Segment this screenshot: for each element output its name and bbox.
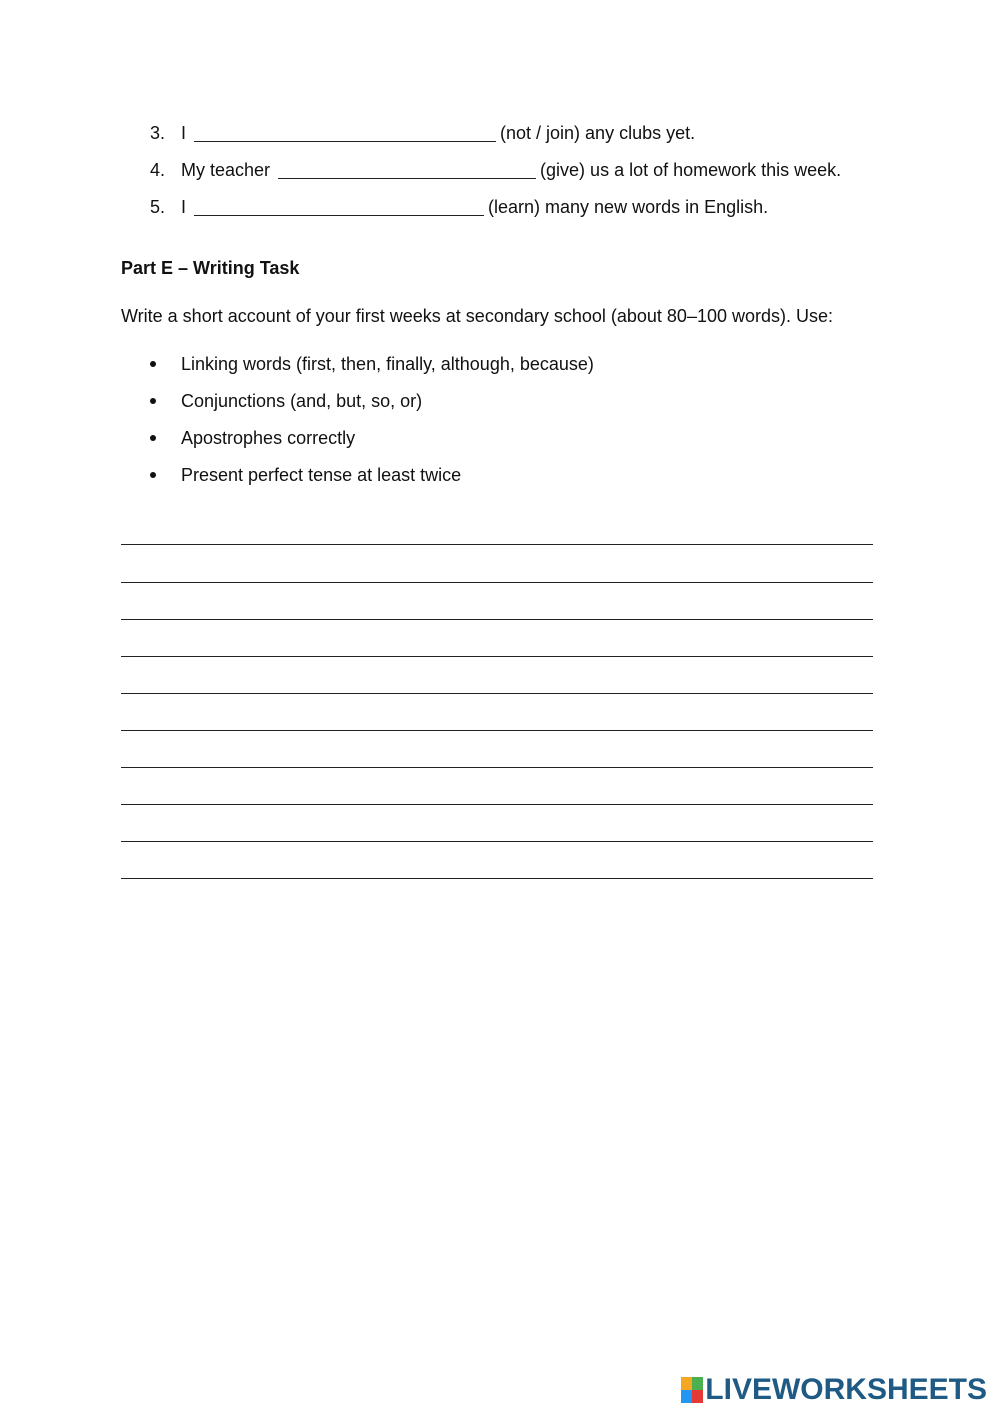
writing-line[interactable] <box>121 656 873 657</box>
bullet-item <box>150 388 422 414</box>
liveworksheets-logo <box>681 1373 987 1407</box>
bullet-item <box>150 462 461 488</box>
section-heading: Part E – Writing Task <box>121 258 300 278</box>
item-number: 4. <box>150 160 166 180</box>
answer-blank[interactable] <box>194 123 496 142</box>
exercise-item-5 <box>150 194 768 220</box>
item-hint: (give) us a lot of homework this week. <box>540 160 842 180</box>
item-hint: (learn) many new words in English. <box>488 197 769 217</box>
bullet-text: Apostrophes correctly <box>181 428 356 448</box>
item-prompt: My teacher <box>181 160 271 180</box>
bullet-item <box>150 351 594 377</box>
exercise-item-4 <box>150 157 841 183</box>
bullet-text: Conjunctions (and, but, so, or) <box>181 391 423 411</box>
bullet-text: Linking words (first, then, finally, although, because) <box>181 354 594 374</box>
bullet-text: Present perfect tense at least twice <box>181 465 462 485</box>
item-number: 3. <box>150 123 166 143</box>
item-hint: (not / join) any clubs yet. <box>500 123 696 143</box>
writing-line[interactable] <box>121 841 873 842</box>
bullet-icon <box>150 398 156 404</box>
item-number: 5. <box>150 197 166 217</box>
item-prompt: I <box>181 123 187 143</box>
answer-blank[interactable] <box>278 160 536 179</box>
writing-line[interactable] <box>121 544 873 545</box>
writing-line[interactable] <box>121 878 873 879</box>
bullet-icon <box>150 435 156 441</box>
writing-line[interactable] <box>121 767 873 768</box>
bullet-icon <box>150 361 156 367</box>
exercise-item-3 <box>150 120 695 146</box>
writing-line[interactable] <box>121 693 873 694</box>
writing-line[interactable] <box>121 582 873 583</box>
writing-line[interactable] <box>121 730 873 731</box>
task-instruction: Write a short account of your first weeks at secondary school (about 80–100 words). Use: <box>121 306 834 326</box>
item-prompt: I <box>181 197 187 217</box>
answer-blank[interactable] <box>194 197 484 216</box>
bullet-icon <box>150 472 156 478</box>
writing-line[interactable] <box>121 619 873 620</box>
bullet-item <box>150 425 355 451</box>
liveworksheets-logo-icon <box>681 1377 703 1403</box>
writing-line[interactable] <box>121 804 873 805</box>
logo-text: LIVEWORKSHEETS <box>705 1373 987 1406</box>
